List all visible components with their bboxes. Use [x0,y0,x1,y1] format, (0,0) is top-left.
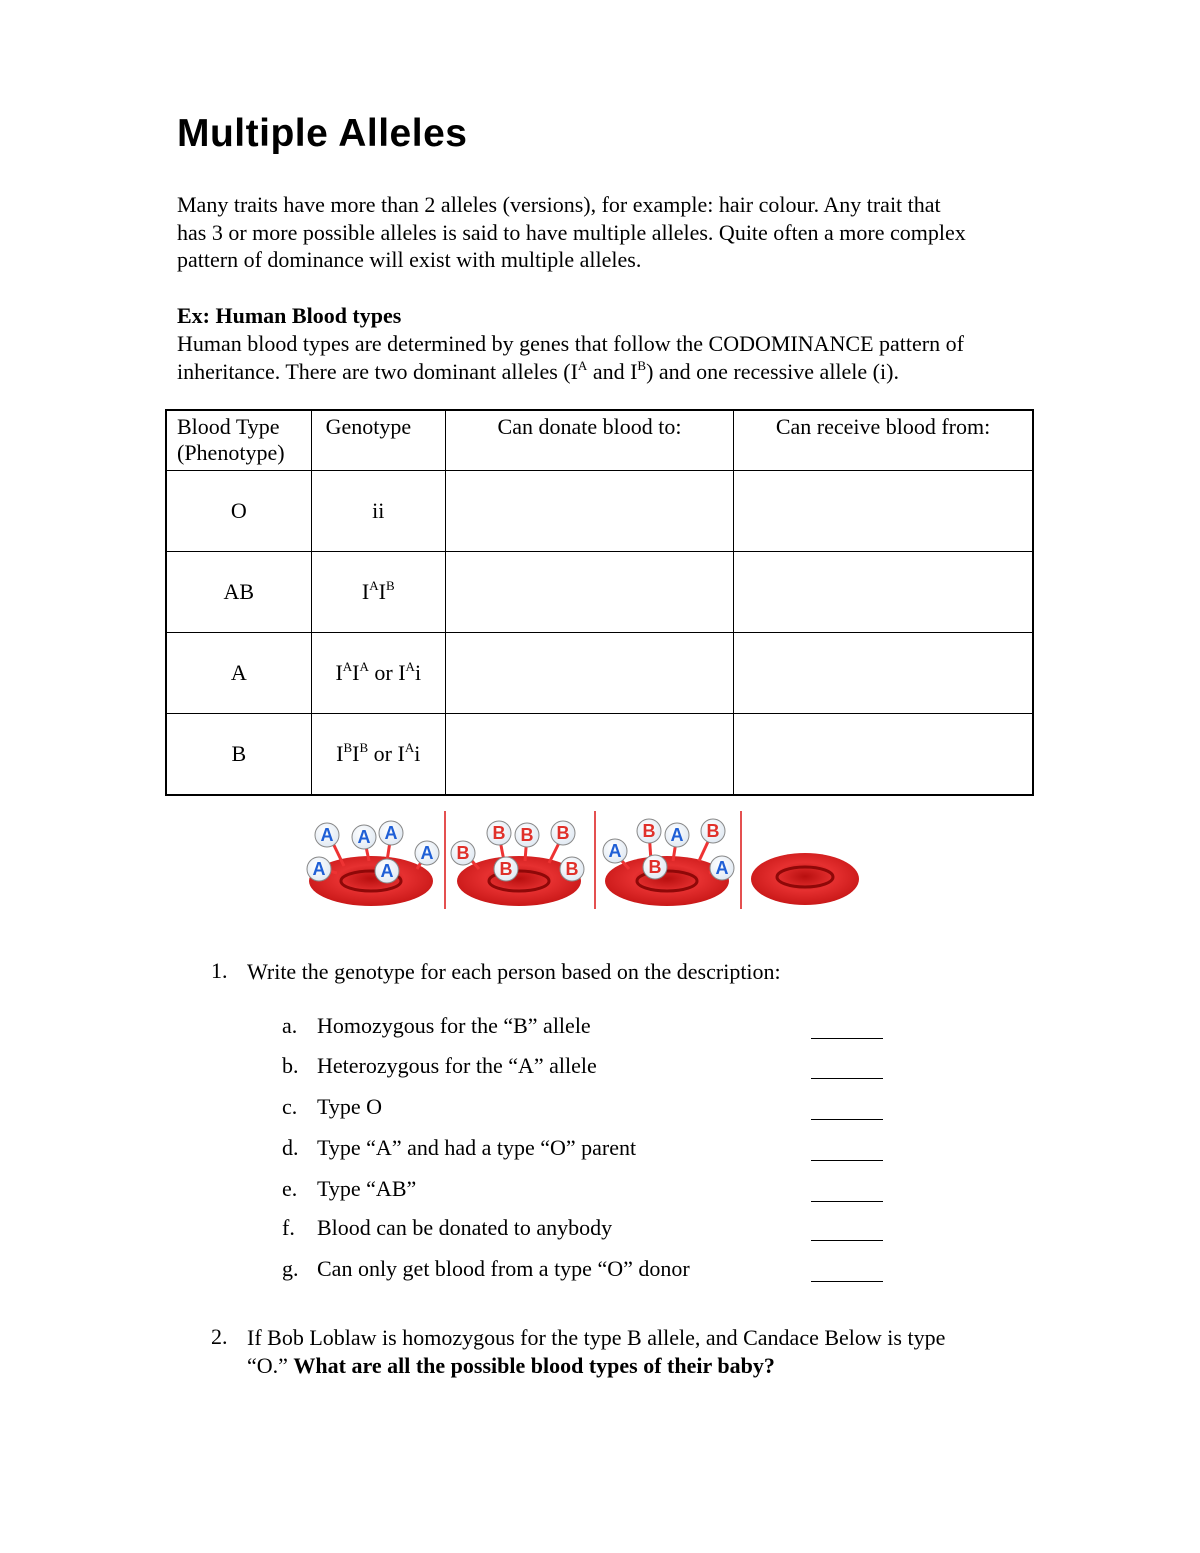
table-row [166,471,1033,552]
sub-question-letter: d. [282,1135,299,1160]
sub-question-letter: b. [282,1053,299,1078]
genotype-cell: ii [311,471,445,552]
question-1-number: 1. [211,958,228,983]
phenotype-cell: AB [166,552,311,633]
donate-cell[interactable] [445,552,733,633]
sub-question-letter: a. [282,1013,298,1038]
antigen-label: A [608,841,622,861]
header-blood-type: Blood Type (Phenotype) [166,410,311,471]
genotype-cell: $I^AI^B$ [311,552,445,633]
sub-question-letter: g. [282,1256,299,1281]
answer-blank[interactable] [811,1200,883,1202]
receive-cell[interactable] [734,633,1033,714]
type-o-cell [751,853,859,905]
answer-blank[interactable] [811,1280,883,1282]
sub-question-text: Type O [317,1094,383,1119]
antigen-label: B [565,859,579,879]
answer-blank[interactable] [811,1037,883,1039]
sub-question-text: Blood can be donated to anybody [317,1215,613,1240]
sub-question-letter: e. [282,1176,298,1201]
antigen-label: A [380,861,394,881]
donate-cell[interactable] [445,471,733,552]
genotype-cell: $I^BI^B$ or $I^Ai$ [311,714,445,796]
antigen-label: B [556,823,570,843]
receive-cell[interactable] [734,552,1033,633]
answer-blank[interactable] [811,1239,883,1241]
intro-line: Many traits have more than 2 alleles (versions), for example: hair colour. Any trait that [177,192,941,217]
example-line: inheritance. There are two dominant alleles ($I^A$ and $I^B$) and one recessive allele (i). [177,357,899,384]
antigen-label: B [456,843,470,863]
sub-question-letter: c. [282,1094,298,1119]
genotype-cell: $I^AI^A$ or $I^Ai$ [311,633,445,714]
header-receive: Can receive blood from: [734,410,1033,471]
antigen-label: A [320,825,334,845]
header-donate: Can donate blood to: [445,410,733,471]
page-title: Multiple Alleles [177,112,468,155]
antigen-label: B [648,857,662,877]
sub-question-text: Heterozygous for the “A” allele [317,1053,597,1078]
sub-question-letter: f. [282,1215,295,1240]
table-row [166,552,1033,633]
red-blood-cells-illustration [299,811,866,909]
antigen-label: A [357,827,371,847]
phenotype-cell: A [166,633,311,714]
antigen-label: B [706,821,720,841]
sub-question-text: Can only get blood from a type “O” donor [317,1256,690,1281]
antigen-label: B [492,823,506,843]
question-2-text: If Bob Loblaw is homozygous for the type B allele, and Candace Below is type “O.” What are all the possible blood types of their baby? [247,1325,946,1378]
antigen-label: A [420,843,434,863]
donate-cell[interactable] [445,633,733,714]
antigen-label: A [715,858,729,878]
receive-cell[interactable] [734,471,1033,552]
answer-blank[interactable] [811,1077,883,1079]
receive-cell[interactable] [734,714,1033,796]
example-heading: Ex: Human Blood types [177,303,402,328]
answer-blank[interactable] [811,1118,883,1120]
example-line: Human blood types are determined by genes that follow the CODOMINANCE pattern of [177,331,964,356]
phenotype-cell: B [166,714,311,796]
answer-blank[interactable] [811,1159,883,1161]
antigen-label: B [499,859,513,879]
intro-paragraph [177,191,1037,274]
blood-type-table [165,409,1034,796]
example-paragraph [177,330,1037,385]
table-header-row [166,410,1033,471]
sub-question-text: Type “AB” [317,1176,417,1201]
intro-line: has 3 or more possible alleles is said to have multiple alleles. Quite often a more complex [177,219,966,245]
table-row [166,714,1033,796]
sub-question-text: Type “A” and had a type “O” parent [317,1135,637,1160]
question-1-text: Write the genotype for each person based on the description: [247,959,781,984]
donate-cell[interactable] [445,714,733,796]
sub-question-text: Homozygous for the “B” allele [317,1013,591,1038]
table-row [166,633,1033,714]
header-genotype: Genotype [311,410,445,471]
antigen-label: B [642,821,656,841]
question-2-number: 2. [211,1324,228,1349]
antigen-label: A [312,859,326,879]
intro-line: pattern of dominance will exist with multiple alleles. [177,247,642,272]
antigen-label: A [384,823,398,843]
antigen-label: A [670,825,684,845]
phenotype-cell: O [166,471,311,552]
antigen-label: B [520,825,534,845]
